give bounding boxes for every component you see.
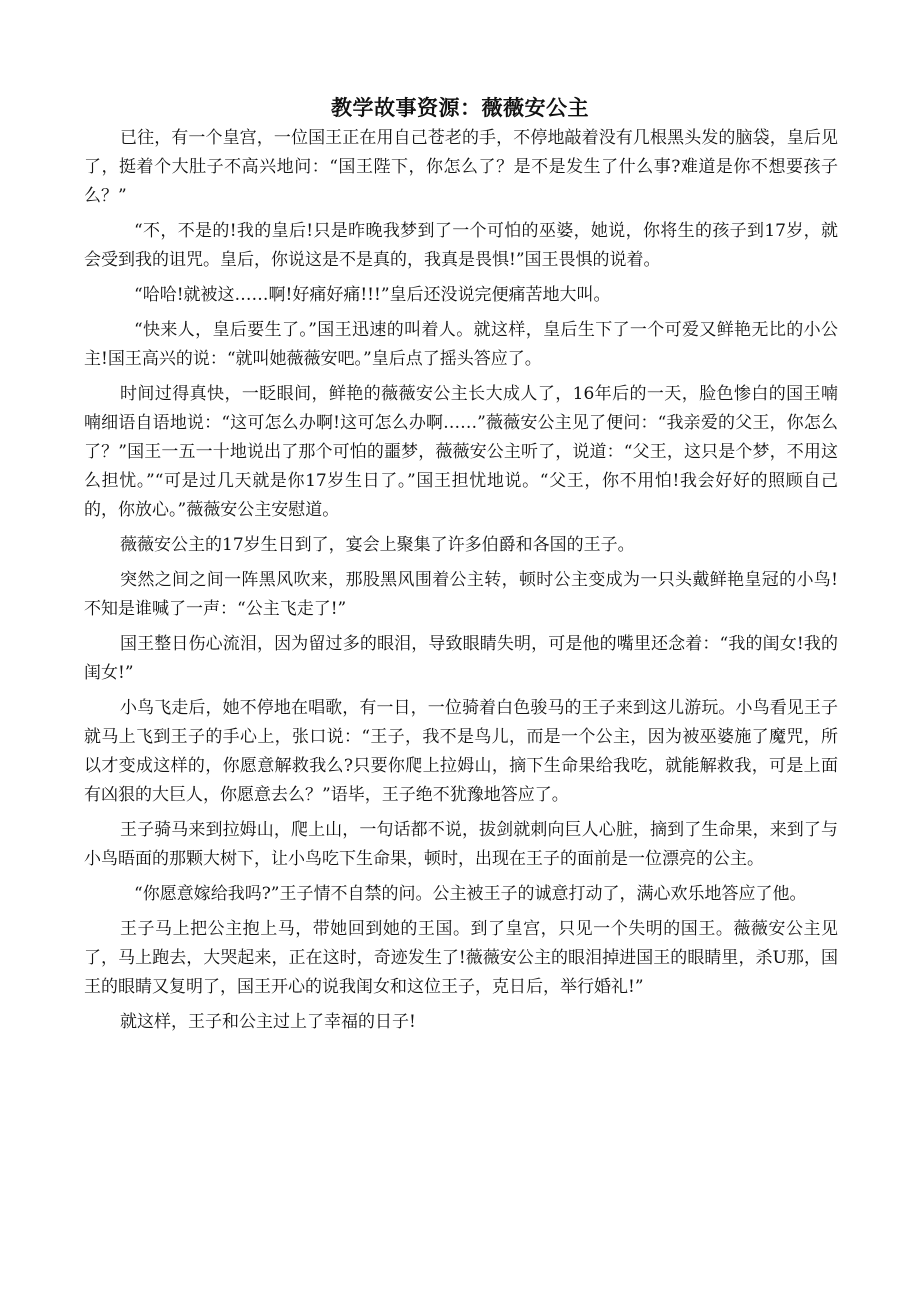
paragraph-8: 国王整日伤心流泪，因为留过多的眼泪，导致眼睛失明，可是他的嘴里还念着：“我的闺女!我的闺女!” [84,634,838,683]
document-title: 教学故事资源：薇薇安公主 [331,96,589,120]
paragraph-6: 薇薇安公主的17岁生日到了，宴会上聚集了许多伯爵和各国的王子。 [120,535,635,555]
paragraph-1: 已往，有一个皇宫，一位国王正在用自己苍老的手，不停地敲着没有几根黑头发的脑袋，皇后见了，挺着个大肚子不高兴地问：“国王陛下，你怎么了？是不是发生了什么事?难道是你不想要孩子么？” [84,128,838,206]
story-body [84,124,838,1037]
paragraph-2: “不，不是的!我的皇后!只是昨晚我梦到了一个可怕的巫婆，她说，你将生的孩子到17岁，就会受到我的诅咒。皇后，你说这是不是真的，我真是畏惧!”国王畏惧的说着。 [84,221,838,270]
paragraph-12: 王子马上把公主抱上马，带她回到她的王国。到了皇宫，只见一个失明的国王。薇薇安公主见了，马上跑去，大哭起来，正在这时，奇迹发生了!薇薇安公主的眼泪掉进国王的眼睛里，杀U那，国王的眼睛又复明了，国王开心的说我闺女和这位王子，克日后，举行婚礼!” [84,919,838,997]
paragraph-7: 突然之间之间一阵黑风吹来，那股黑风围着公主转，顿时公主变成为一只头戴鲜艳皇冠的小鸟!不知是谁喊了一声：“公主飞走了!” [84,570,838,619]
paragraph-3: “哈哈!就被这……啊!好痛好痛!!!”皇后还没说完便痛苦地大叫。 [134,285,611,305]
paragraph-11: “你愿意嫁给我吗?”王子情不自禁的问。公主被王子的诚意打动了，满心欢乐地答应了他。 [134,884,807,904]
paragraph-9: 小鸟飞走后，她不停地在唱歌，有一日，一位骑着白色骏马的王子来到这儿游玩。小鸟看见王子就马上飞到王子的手心上，张口说：“王子，我不是鸟儿，而是一个公主，因为被巫婆施了魔咒，所以才变成这样的，你愿意解救我么?只要你爬上拉姆山，摘下生命果给我吃，就能解救我，可是上面有凶狠的大巨人，你愿意去么？”语毕，王子绝不犹豫地答应了。 [84,698,838,805]
paragraph-5: 时间过得真快，一眨眼间，鲜艳的薇薇安公主长大成人了，16年后的一天，脸色惨白的国王喃喃细语自语地说：“这可怎么办啊!这可怎么办啊……”薇薇安公主见了便问：“我亲爱的父王，你怎么了？”国王一五一十地说出了那个可怕的噩梦，薇薇安公主听了，说道：“父王，这只是个梦，不用这么担忧。”“可是过几天就是你17岁生日了。”国王担忧地说。“父王，你不用怕!我会好好的照顾自己的，你放心。”薇薇安公主安慰道。 [84,384,838,520]
paragraph-10: 王子骑马来到拉姆山，爬上山，一句话都不说，拔剑就刺向巨人心脏，摘到了生命果，来到了与小鸟晤面的那颗大树下，让小鸟吃下生命果，顿时，出现在王子的面前是一位漂亮的公主。 [84,820,838,869]
paragraph-13: 就这样，王子和公主过上了幸福的日子! [120,1012,416,1032]
paragraph-4: “快来人，皇后要生了。”国王迅速的叫着人。就这样，皇后生下了一个可爱又鲜艳无比的小公主!国王高兴的说：“就叫她薇薇安吧。”皇后点了摇头答应了。 [84,320,838,369]
